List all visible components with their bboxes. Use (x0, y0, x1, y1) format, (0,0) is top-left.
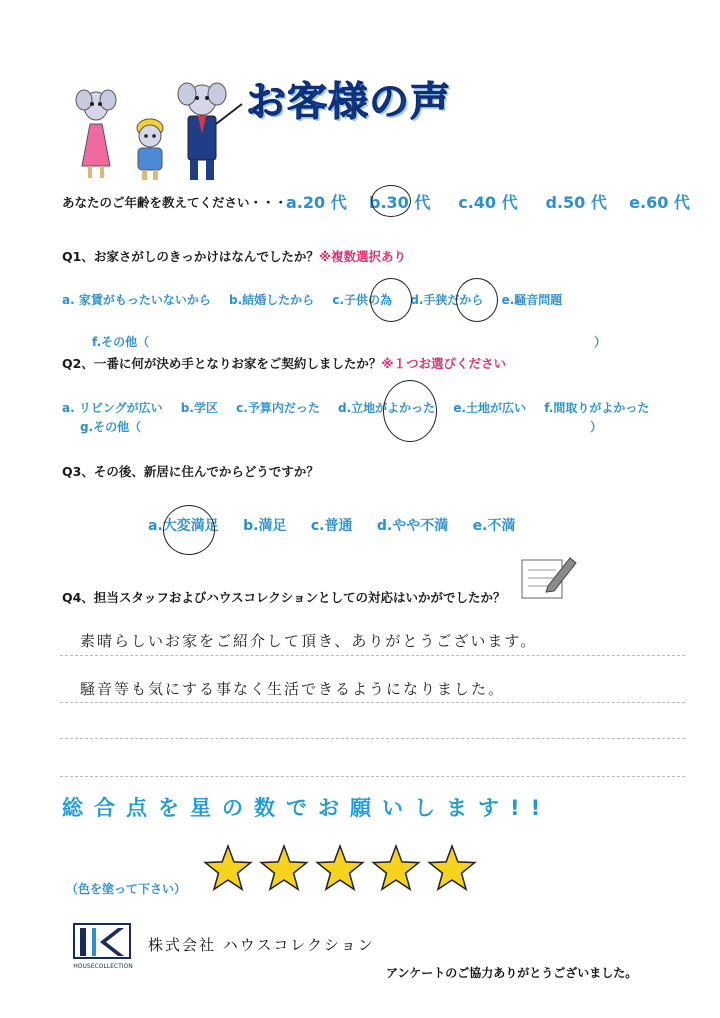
q2-other-close: ） (590, 420, 603, 434)
paint-note: （色を塗って下さい） (66, 882, 187, 896)
q1-question (62, 247, 406, 265)
q1-note: ※複数選択あり (318, 249, 406, 264)
q4-question: Q4、担当スタッフおよびハウスコレクションとしての対応はいかがでしたか？ (62, 590, 506, 605)
q2-options (62, 399, 663, 416)
age-option-d: d.50 代 (545, 193, 607, 212)
q2-question (62, 354, 506, 372)
q3-option-a: a.大変満足 (148, 518, 219, 534)
q3-option-e: e.不満 (472, 518, 516, 534)
answer-line-2 (60, 702, 685, 703)
rating-prompt: 総合点を星の数でお願いします!! (62, 796, 552, 820)
q3-option-d: d.やや不満 (376, 518, 449, 534)
rating-star (373, 846, 419, 889)
q2-question-text: Q2、一番に何が決め手となりお家をご契約しましたか？ (62, 356, 382, 371)
q1-option-a: a. 家賃がもったいないから (62, 293, 211, 307)
q2-note: ※１つお選びください (381, 356, 506, 371)
notepad-pencil-icon (518, 552, 580, 602)
answer-line-4 (60, 776, 685, 777)
answer-circle-q2-d (383, 380, 437, 442)
thanks-message: アンケートのご協力ありがとうございました。 (386, 966, 638, 980)
answer-circle-q3-a (163, 505, 215, 555)
rating-star (317, 846, 363, 889)
age-option-b: b.30 代 (369, 193, 431, 212)
q2-option-c: c.予算内だった (236, 401, 320, 415)
q2-option-d: d.立地がよかった (338, 401, 436, 415)
q1-option-b: b.結婚したから (229, 293, 315, 307)
q4-answer-line2: 騒音等も気にする事なく生活できるようになりました。 (80, 680, 506, 698)
rating-star (205, 846, 251, 889)
q4-answer-line1: 素晴らしいお家をご紹介して頂き、ありがとうございます。 (80, 632, 538, 650)
rating-star (261, 846, 307, 889)
company-logo (70, 920, 136, 972)
q2-other: g.その他（ (80, 420, 142, 434)
page-title: お客様の声 (246, 79, 451, 125)
q3-question: Q3、その後、新居に住んでからどうですか？ (62, 464, 319, 479)
q3-option-b: b.満足 (243, 518, 287, 534)
mascot-illustration (66, 76, 246, 186)
age-option-e: e.60 代 (629, 193, 690, 212)
answer-circle-q1-c (370, 278, 412, 322)
q1-other: f.その他（ (92, 335, 150, 349)
q1-option-e: e.騒音問題 (501, 293, 563, 307)
q1-other-close: ） (594, 335, 607, 349)
answer-circle-age (371, 185, 411, 217)
age-question: あなたのご年齢を教えてください・・・ (62, 195, 288, 210)
answer-line-1 (60, 655, 685, 656)
answer-circle-q1-d (456, 278, 498, 322)
q2-option-a: a. リビングが広い (62, 401, 163, 415)
q1-option-d: d.手狭だから (410, 293, 484, 307)
answer-line-3 (60, 738, 685, 739)
svg-text:HOUSECOLLECTION: HOUSECOLLECTION (73, 963, 133, 970)
age-option-a: a.20 代 (286, 193, 347, 212)
q1-option-c: c.子供の為 (332, 293, 393, 307)
q2-option-e: e.土地が広い (453, 401, 527, 415)
rating-star (429, 846, 475, 889)
age-options (286, 190, 690, 213)
q2-option-f: f.間取りがよかった (544, 401, 650, 415)
age-option-c: c.40 代 (458, 193, 518, 212)
q3-option-c: c.普通 (310, 518, 353, 534)
q1-question-text: Q1、お家さがしのきっかけはなんでしたか？ (62, 249, 319, 264)
q2-option-b: b.学区 (180, 401, 218, 415)
q1-options (62, 291, 576, 308)
rating-stars (200, 840, 480, 900)
company-name: 株式会社 ハウスコレクション (148, 936, 375, 954)
